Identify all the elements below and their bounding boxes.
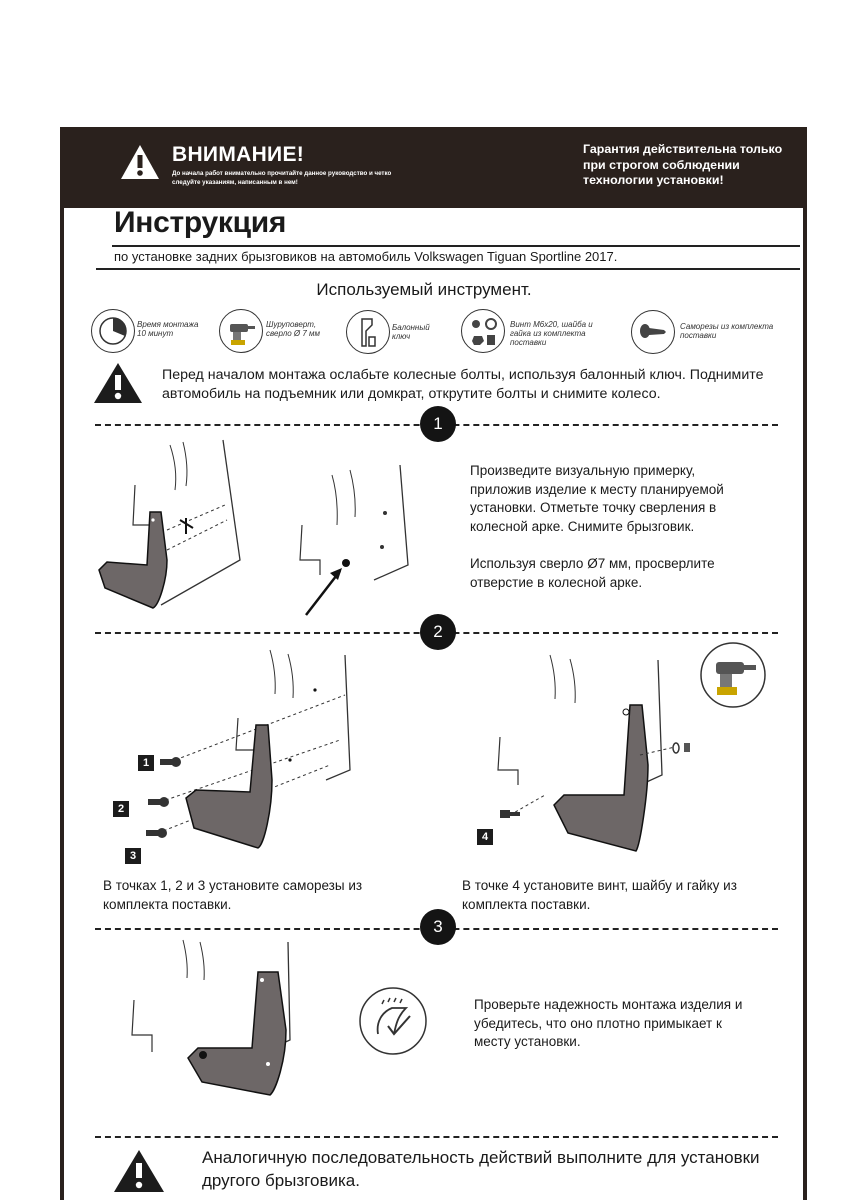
warning-title: ВНИМАНИЕ! [172,143,305,166]
callout-4: 4 [477,829,493,845]
final-note: Аналогичную последовательность действий выполните для установки другого брызговика. [202,1148,760,1190]
page-frame-left [60,208,64,1200]
page-title: Инструкция [114,206,287,239]
guarantee-note: Гарантия действительна только при строгом соблюдении технологии установки! [583,142,783,187]
step-3-badge: 3 [420,909,456,945]
warning-icon [120,144,160,185]
tool-label: Время монтажа 10 минут [137,320,199,338]
wrench-icon [346,310,390,354]
screwdriver-icon [700,642,766,713]
warning-note: До начала работ внимательно прочитайте данное руководство и четко следуйте указаниям, написанным в нем! [172,170,392,186]
step-1-text-a: Произведите визуальную примерку, приложив изделие к месту планируемой установки. Отметьте точку сверления в колесной арке. Снимите брызговик. [470,463,724,534]
tools-heading: Используемый инструмент. [316,280,532,299]
step-1-fitting-illustration [95,440,255,620]
callout-2: 2 [113,801,129,817]
tool-label: Винт М6х20, шайба и гайка из комплекта поставки [510,320,593,347]
step-1-text-b: Используя сверло Ø7 мм, просверлите отверстие в колесной арке. [470,556,715,590]
tool-label: Шуруповерт, сверло Ø 7 мм [266,320,320,338]
step-1-badge: 1 [420,406,456,442]
step-3-illustration [128,940,298,1105]
warning-icon [93,362,143,409]
bolt-washer-nut-icon [461,309,505,353]
callout-3: 3 [125,848,141,864]
step-1-drill-point-illustration [290,465,420,630]
self-tapping-screw-icon [631,310,675,354]
page-subtitle: по установке задних брызговиков на автомобиль Volkswagen Tiguan Sportline 2017. [114,249,618,264]
callout-1: 1 [138,755,154,771]
step-2-badge: 2 [420,614,456,650]
tool-label: Балонный ключ [392,323,430,341]
title-divider [112,245,800,247]
check-fit-icon [358,986,428,1061]
warning-icon [113,1149,165,1198]
screwdriver-icon [219,309,263,353]
step-3-text: Проверьте надежность монтажа изделия и убедитесь, что оно плотно примыкает к месту установки. [474,997,743,1049]
step-2-text-left: В точках 1, 2 и 3 установите саморезы из комплекта поставки. [103,878,363,912]
clock-icon [91,309,135,353]
step-2-right-illustration [490,655,710,870]
tool-label: Саморезы из комплекта поставки [680,322,774,340]
step-divider [95,1136,778,1138]
step-2-text-right: В точке 4 установите винт, шайбу и гайку из комплекта поставки. [462,878,737,912]
page-frame-right [803,208,807,1200]
pre-warning-text: Перед началом монтажа ослабьте колесные болты, используя балонный ключ. Поднимите автомобиль на подъемник или домкрат, открутите болты и снимите колесо. [162,367,764,402]
subtitle-divider [96,268,800,270]
step-2-left-illustration [140,650,370,865]
